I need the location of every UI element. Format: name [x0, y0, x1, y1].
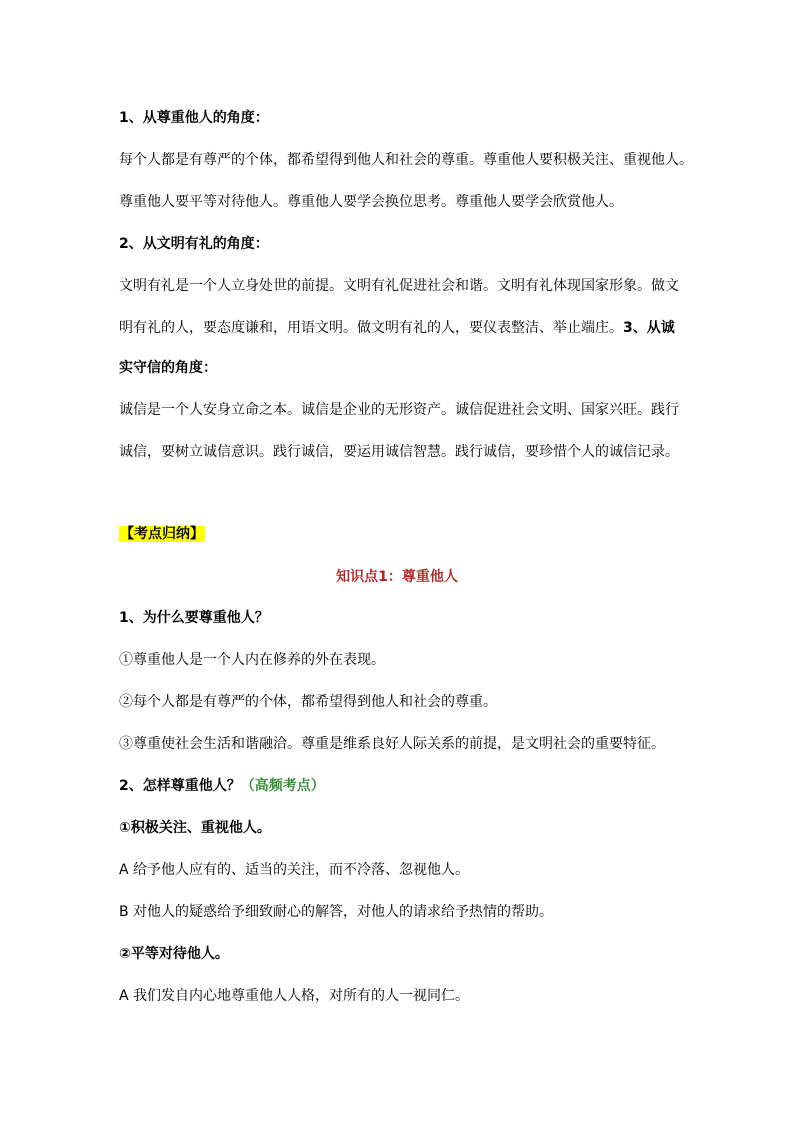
- answer-line: ③尊重使社会生活和谐融洽。尊重是维系良好人际关系的前提，是文明社会的重要特征。: [119, 736, 665, 752]
- highlighted-label: 【考点归纳】: [120, 526, 204, 542]
- answer-line: ②每个人都是有尊严的个体，都希望得到他人和社会的尊重。: [119, 694, 497, 710]
- heading-respect-others: 1、从尊重他人的角度：: [119, 110, 269, 126]
- question-text: 2、怎样尊重他人？: [119, 778, 241, 794]
- paragraph-text: 明有礼的人，要态度谦和，用语文明。做文明有礼的人，要仪表整洁、举止端庄。: [119, 320, 623, 336]
- heading-honesty-start: 3、从诚: [623, 320, 675, 336]
- answer-line: B 对他人的疑惑给予细致耐心的解答，对他人的请求给予热情的帮助。: [119, 904, 554, 920]
- paragraph-line: 诚信是一个人安身立命之本。诚信是企业的无形资产。诚信促进社会文明、国家兴旺。践行: [119, 402, 679, 418]
- paragraph-line: 文明有礼是一个人立身处世的前提。文明有礼促进社会和谐。文明有礼体现国家形象。做文: [119, 278, 679, 294]
- high-frequency-tag: （高频考点）: [240, 778, 325, 794]
- subheading: ①积极关注、重视他人。: [119, 820, 271, 836]
- paragraph-line: 尊重他人要平等对待他人。尊重他人要学会换位思考。尊重他人要学会欣赏他人。: [119, 194, 623, 210]
- paragraph-line: [119, 318, 675, 338]
- exam-points-tag: [119, 524, 205, 544]
- answer-line: ①尊重他人是一个人内在修养的外在表现。: [119, 652, 385, 668]
- subheading: ②平等对待他人。: [119, 946, 229, 962]
- paragraph-line: 诚信，要树立诚信意识。践行诚信，要运用诚信智慧。践行诚信，要珍惜个人的诚信记录。: [119, 444, 679, 460]
- answer-line: A 我们发自内心地尊重他人人格，对所有的人一视同仁。: [119, 988, 470, 1004]
- paragraph-line: 每个人都是有尊严的个体，都希望得到他人和社会的尊重。尊重他人要积极关注、重视他人。: [119, 152, 693, 168]
- answer-line: A 给予他人应有的、适当的关注，而不冷落、忽视他人。: [119, 862, 470, 878]
- knowledge-point-title: 知识点1：尊重他人: [336, 569, 458, 585]
- question-heading: 1、为什么要尊重他人？: [119, 610, 269, 626]
- question-heading: [119, 776, 325, 796]
- heading-civility: 2、从文明有礼的角度：: [119, 236, 269, 252]
- heading-honesty: 实守信的角度：: [119, 360, 217, 376]
